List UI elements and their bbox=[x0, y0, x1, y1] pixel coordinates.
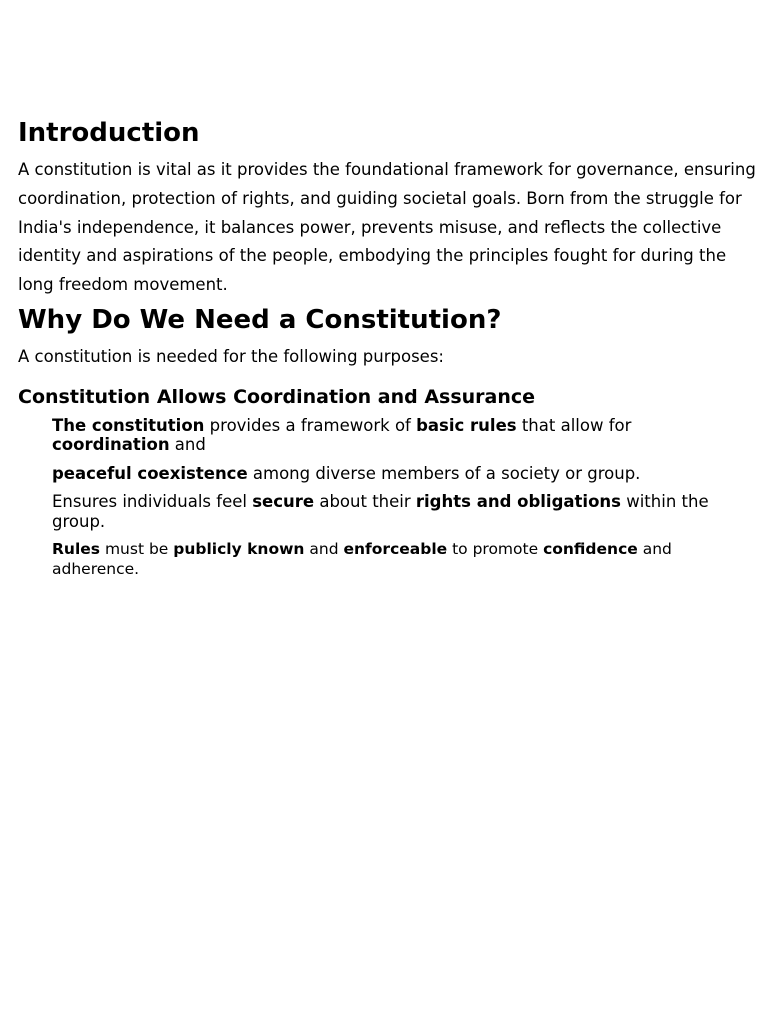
coordination-subheading: Constitution Allows Coordination and Assurance bbox=[18, 385, 536, 408]
bold-text: secure bbox=[252, 492, 315, 512]
introduction-paragraph: A constitution is vital as it provides the foundational framework for governance, ensuring coordination, protection of rights, and guiding societal goals. Born from the struggle for India's independence, it balances power, prevents misuse, and reflects the collective identity and aspirations of the people, embodying the principles fought for during the long freedom movement. bbox=[18, 160, 756, 295]
list-item bbox=[52, 464, 752, 484]
text: within the group. bbox=[52, 492, 709, 531]
why-constitution-heading: Why Do We Need a Constitution? bbox=[18, 304, 502, 335]
bold-text: rights and obligations bbox=[415, 492, 621, 512]
text: about their bbox=[314, 492, 416, 512]
introduction-heading: Introduction bbox=[18, 118, 200, 148]
text: and bbox=[169, 435, 206, 455]
text: provides a framework of bbox=[204, 415, 417, 435]
bold-text: Rules bbox=[52, 540, 101, 559]
text: and adherence. bbox=[52, 540, 672, 578]
coordination-points-list bbox=[52, 416, 752, 580]
text: to promote bbox=[447, 540, 544, 559]
purposes-lead-text: A constitution is needed for the following purposes: bbox=[18, 346, 444, 366]
bold-text: confidence bbox=[543, 540, 638, 559]
bold-text: basic rules bbox=[416, 415, 517, 435]
text: Ensures individuals feel bbox=[52, 492, 253, 512]
text: and bbox=[304, 540, 344, 559]
bold-text: enforceable bbox=[343, 540, 448, 559]
bold-text: peaceful coexistence bbox=[52, 463, 248, 483]
text: that allow for bbox=[516, 415, 632, 435]
bold-text: coordination bbox=[52, 435, 170, 455]
bold-text: publicly known bbox=[173, 540, 305, 559]
text: among diverse members of a society or group. bbox=[247, 463, 641, 483]
list-item bbox=[52, 416, 752, 455]
bold-text: The constitution bbox=[52, 415, 205, 435]
list-item bbox=[52, 540, 752, 579]
list-item bbox=[52, 492, 752, 531]
text: must be bbox=[100, 540, 174, 559]
document-page bbox=[18, 114, 760, 588]
